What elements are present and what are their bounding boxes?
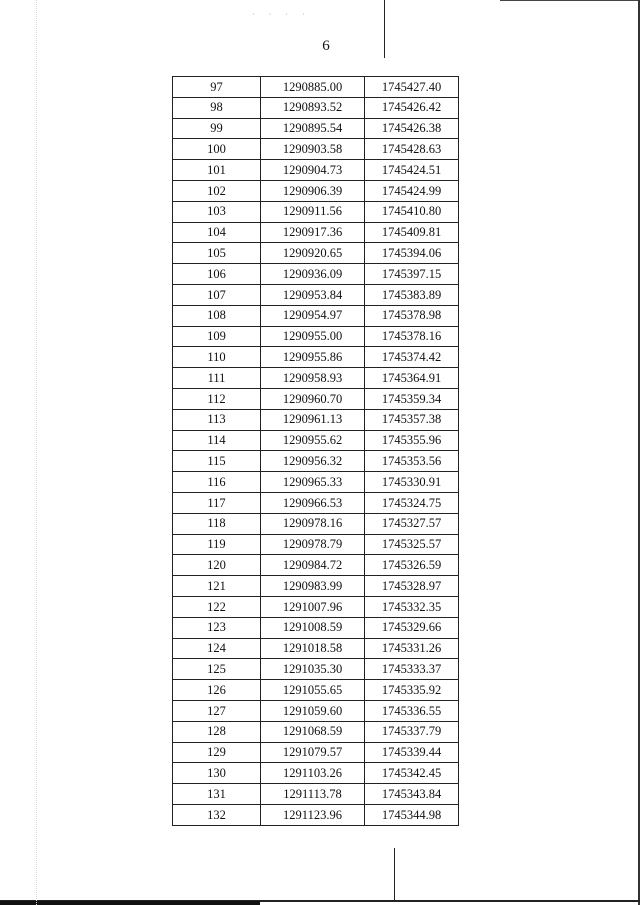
- table-row: [173, 284, 459, 305]
- table-row: [173, 700, 459, 721]
- point-number-cell: 131: [173, 784, 261, 805]
- y-coordinate-cell: 1745333.37: [365, 659, 459, 680]
- point-number-cell: 120: [173, 555, 261, 576]
- table-row: [173, 118, 459, 139]
- point-number-cell: 105: [173, 243, 261, 264]
- x-coordinate-cell: 1290917.36: [261, 222, 365, 243]
- x-coordinate-cell: 1290954.97: [261, 305, 365, 326]
- y-coordinate-cell: 1745328.97: [365, 576, 459, 597]
- table-row: [173, 680, 459, 701]
- point-number-cell: 124: [173, 638, 261, 659]
- point-number-cell: 117: [173, 492, 261, 513]
- table-row: [173, 472, 459, 493]
- x-coordinate-cell: 1290920.65: [261, 243, 365, 264]
- y-coordinate-cell: 1745343.84: [365, 784, 459, 805]
- table-row: [173, 222, 459, 243]
- table-row: [173, 97, 459, 118]
- point-number-cell: 100: [173, 139, 261, 160]
- x-coordinate-cell: 1290955.86: [261, 347, 365, 368]
- y-coordinate-cell: 1745342.45: [365, 763, 459, 784]
- x-coordinate-cell: 1290903.58: [261, 139, 365, 160]
- y-coordinate-cell: 1745335.92: [365, 680, 459, 701]
- table-row: [173, 742, 459, 763]
- table-row: [173, 784, 459, 805]
- y-coordinate-cell: 1745327.57: [365, 513, 459, 534]
- table-row: [173, 638, 459, 659]
- y-coordinate-cell: 1745336.55: [365, 700, 459, 721]
- x-coordinate-cell: 1290966.53: [261, 492, 365, 513]
- y-coordinate-cell: 1745428.63: [365, 139, 459, 160]
- table-row: [173, 576, 459, 597]
- table-row: [173, 596, 459, 617]
- x-coordinate-cell: 1290955.62: [261, 430, 365, 451]
- point-number-cell: 106: [173, 264, 261, 285]
- x-coordinate-cell: 1291079.57: [261, 742, 365, 763]
- x-coordinate-cell: 1290904.73: [261, 160, 365, 181]
- x-coordinate-cell: 1291068.59: [261, 721, 365, 742]
- y-coordinate-cell: 1745397.15: [365, 264, 459, 285]
- x-coordinate-cell: 1290956.32: [261, 451, 365, 472]
- point-number-cell: 129: [173, 742, 261, 763]
- x-coordinate-cell: 1290906.39: [261, 180, 365, 201]
- point-number-cell: 125: [173, 659, 261, 680]
- y-coordinate-cell: 1745355.96: [365, 430, 459, 451]
- y-coordinate-cell: 1745337.79: [365, 721, 459, 742]
- table-row: [173, 180, 459, 201]
- table-row: [173, 139, 459, 160]
- table-row: [173, 409, 459, 430]
- table-row: [173, 555, 459, 576]
- point-number-cell: 98: [173, 97, 261, 118]
- coordinates-table-body: [173, 77, 459, 826]
- scan-speckle: · · · ·: [252, 10, 311, 19]
- y-coordinate-cell: 1745353.56: [365, 451, 459, 472]
- point-number-cell: 104: [173, 222, 261, 243]
- x-coordinate-cell: 1290984.72: [261, 555, 365, 576]
- x-coordinate-cell: 1290936.09: [261, 264, 365, 285]
- scan-edge-line: [500, 0, 640, 1]
- point-number-cell: 118: [173, 513, 261, 534]
- table-row: [173, 451, 459, 472]
- y-coordinate-cell: 1745325.57: [365, 534, 459, 555]
- x-coordinate-cell: 1290955.00: [261, 326, 365, 347]
- point-number-cell: 115: [173, 451, 261, 472]
- y-coordinate-cell: 1745427.40: [365, 77, 459, 98]
- table-row: [173, 347, 459, 368]
- point-number-cell: 101: [173, 160, 261, 181]
- x-coordinate-cell: 1290885.00: [261, 77, 365, 98]
- point-number-cell: 109: [173, 326, 261, 347]
- point-number-cell: 108: [173, 305, 261, 326]
- point-number-cell: 97: [173, 77, 261, 98]
- x-coordinate-cell: 1291018.58: [261, 638, 365, 659]
- x-coordinate-cell: 1291103.26: [261, 763, 365, 784]
- y-coordinate-cell: 1745364.91: [365, 368, 459, 389]
- y-coordinate-cell: 1745426.42: [365, 97, 459, 118]
- table-row: [173, 659, 459, 680]
- scan-speckle: [36, 0, 38, 905]
- table-row: [173, 721, 459, 742]
- x-coordinate-cell: 1290965.33: [261, 472, 365, 493]
- y-coordinate-cell: 1745424.99: [365, 180, 459, 201]
- point-number-cell: 119: [173, 534, 261, 555]
- point-number-cell: 132: [173, 804, 261, 825]
- point-number-cell: 99: [173, 118, 261, 139]
- x-coordinate-cell: 1290953.84: [261, 284, 365, 305]
- x-coordinate-cell: 1290911.56: [261, 201, 365, 222]
- point-number-cell: 122: [173, 596, 261, 617]
- y-coordinate-cell: 1745383.89: [365, 284, 459, 305]
- y-coordinate-cell: 1745359.34: [365, 388, 459, 409]
- point-number-cell: 123: [173, 617, 261, 638]
- y-coordinate-cell: 1745330.91: [365, 472, 459, 493]
- point-number-cell: 128: [173, 721, 261, 742]
- x-coordinate-cell: 1291035.30: [261, 659, 365, 680]
- table-row: [173, 264, 459, 285]
- table-row: [173, 326, 459, 347]
- y-coordinate-cell: 1745324.75: [365, 492, 459, 513]
- x-coordinate-cell: 1290958.93: [261, 368, 365, 389]
- point-number-cell: 127: [173, 700, 261, 721]
- scan-edge-line: [0, 901, 260, 905]
- x-coordinate-cell: 1290895.54: [261, 118, 365, 139]
- table-row: [173, 201, 459, 222]
- y-coordinate-cell: 1745357.38: [365, 409, 459, 430]
- point-number-cell: 126: [173, 680, 261, 701]
- x-coordinate-cell: 1291055.65: [261, 680, 365, 701]
- point-number-cell: 102: [173, 180, 261, 201]
- y-coordinate-cell: 1745410.80: [365, 201, 459, 222]
- x-coordinate-cell: 1291007.96: [261, 596, 365, 617]
- point-number-cell: 113: [173, 409, 261, 430]
- y-coordinate-cell: 1745409.81: [365, 222, 459, 243]
- y-coordinate-cell: 1745344.98: [365, 804, 459, 825]
- point-number-cell: 121: [173, 576, 261, 597]
- y-coordinate-cell: 1745424.51: [365, 160, 459, 181]
- table-row: [173, 160, 459, 181]
- y-coordinate-cell: 1745378.16: [365, 326, 459, 347]
- table-row: [173, 388, 459, 409]
- y-coordinate-cell: 1745374.42: [365, 347, 459, 368]
- x-coordinate-cell: 1291113.78: [261, 784, 365, 805]
- table-row: [173, 243, 459, 264]
- table-row: [173, 492, 459, 513]
- table-row: [173, 804, 459, 825]
- table-row: [173, 77, 459, 98]
- y-coordinate-cell: 1745339.44: [365, 742, 459, 763]
- y-coordinate-cell: 1745394.06: [365, 243, 459, 264]
- x-coordinate-cell: 1290893.52: [261, 97, 365, 118]
- point-number-cell: 110: [173, 347, 261, 368]
- point-number-cell: 107: [173, 284, 261, 305]
- point-number-cell: 112: [173, 388, 261, 409]
- x-coordinate-cell: 1290960.70: [261, 388, 365, 409]
- y-coordinate-cell: 1745329.66: [365, 617, 459, 638]
- x-coordinate-cell: 1291008.59: [261, 617, 365, 638]
- point-number-cell: 103: [173, 201, 261, 222]
- x-coordinate-cell: 1290961.13: [261, 409, 365, 430]
- x-coordinate-cell: 1290978.16: [261, 513, 365, 534]
- y-coordinate-cell: 1745378.98: [365, 305, 459, 326]
- x-coordinate-cell: 1291123.96: [261, 804, 365, 825]
- scan-edge-line: [394, 848, 395, 900]
- table-row: [173, 534, 459, 555]
- y-coordinate-cell: 1745426.38: [365, 118, 459, 139]
- x-coordinate-cell: 1291059.60: [261, 700, 365, 721]
- point-number-cell: 130: [173, 763, 261, 784]
- point-number-cell: 116: [173, 472, 261, 493]
- table-row: [173, 513, 459, 534]
- y-coordinate-cell: 1745331.26: [365, 638, 459, 659]
- point-number-cell: 114: [173, 430, 261, 451]
- x-coordinate-cell: 1290983.99: [261, 576, 365, 597]
- coordinates-table: [172, 76, 459, 826]
- table-row: [173, 368, 459, 389]
- table-row: [173, 617, 459, 638]
- page-number: 6: [322, 38, 330, 54]
- point-number-cell: 111: [173, 368, 261, 389]
- table-row: [173, 430, 459, 451]
- y-coordinate-cell: 1745326.59: [365, 555, 459, 576]
- y-coordinate-cell: 1745332.35: [365, 596, 459, 617]
- table-row: [173, 763, 459, 784]
- table-row: [173, 305, 459, 326]
- x-coordinate-cell: 1290978.79: [261, 534, 365, 555]
